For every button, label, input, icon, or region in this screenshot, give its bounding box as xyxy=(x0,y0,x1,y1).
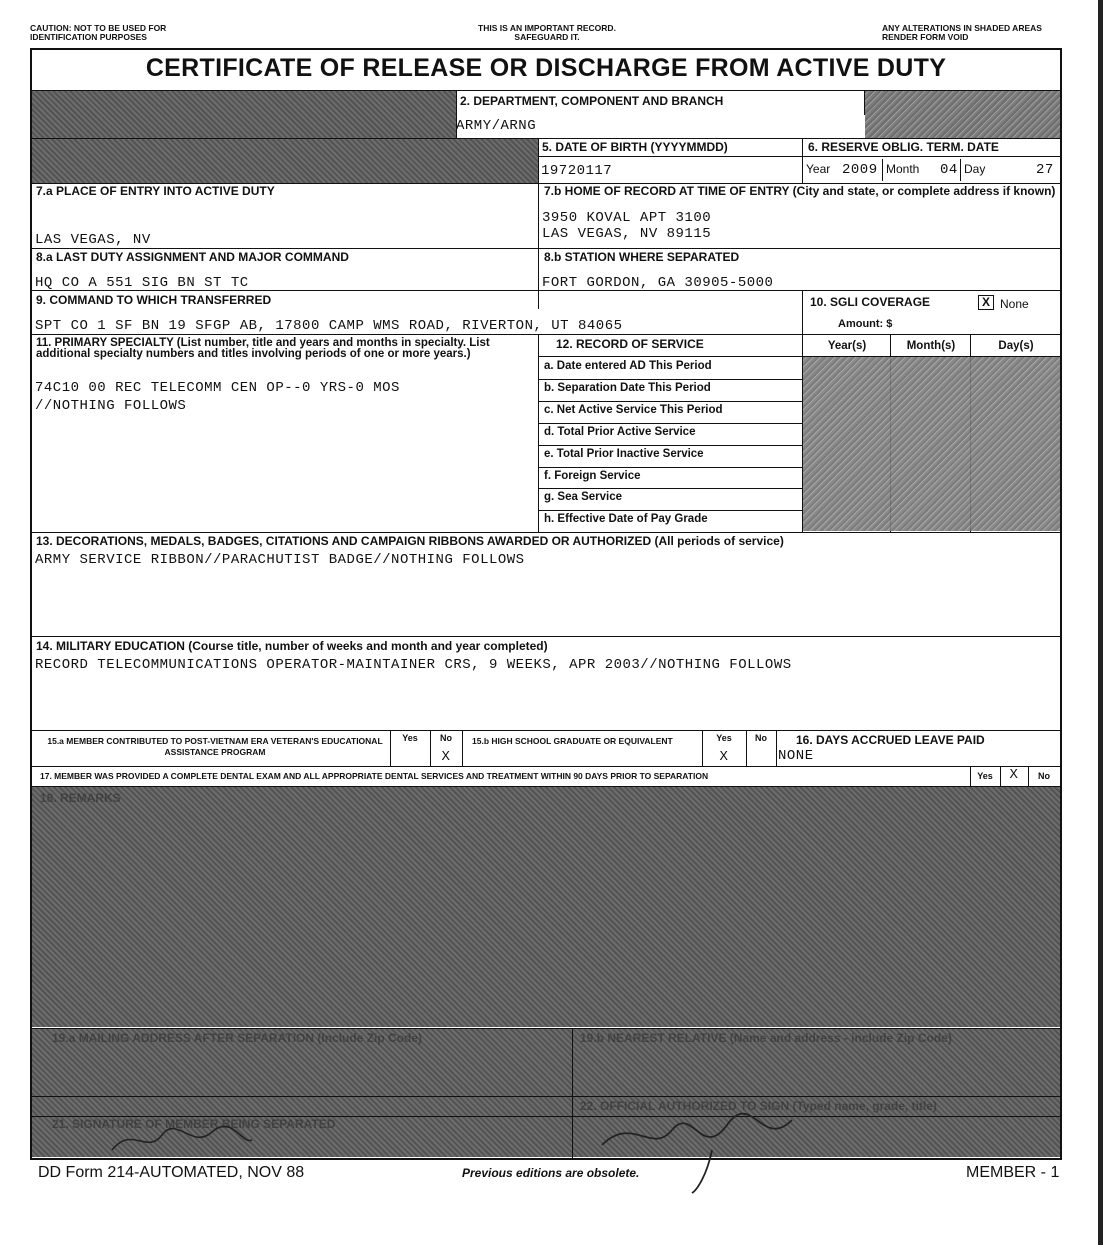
block12-row-divider xyxy=(538,379,802,380)
block15b-no-label: No xyxy=(755,733,767,743)
block17-yes-mark[interactable]: X xyxy=(1009,767,1019,783)
block2-value: ARMY/ARNG xyxy=(456,118,537,134)
block17-yes-label: Yes xyxy=(977,771,993,781)
block11-line1: 74C10 00 REC TELECOMM CEN OP--0 YRS-0 MOS xyxy=(35,380,400,396)
block15a-yes-label: Yes xyxy=(402,733,418,743)
alterations-notice: ANY ALTERATIONS IN SHADED AREAS RENDER FORM VOID xyxy=(882,23,1042,42)
block6-day-label: Day xyxy=(964,162,986,176)
block12-row-label: d. Total Prior Active Service xyxy=(544,425,696,438)
block10-none-checkbox[interactable]: X xyxy=(978,295,994,310)
block6-year-label: Year xyxy=(806,162,831,176)
block19a-label: 19.a MAILING ADDRESS AFTER SEPARATION (Include Zip Code) xyxy=(52,1031,423,1045)
block9-label: 9. COMMAND TO WHICH TRANSFERRED xyxy=(36,293,272,307)
block6-label: 6. RESERVE OBLIG. TERM. DATE xyxy=(808,140,999,154)
obsolete-notice: Previous editions are obsolete. xyxy=(462,1166,640,1180)
block15b-yes-mark[interactable]: X xyxy=(719,749,729,765)
block12-row-divider xyxy=(538,488,802,489)
block22-label: 22. OFFICIAL AUTHORIZED TO SIGN (Typed name, grade, title) xyxy=(580,1099,937,1113)
block18-remarks-shaded xyxy=(32,787,1060,1027)
form-title: CERTIFICATE OF RELEASE OR DISCHARGE FROM ACTIVE DUTY xyxy=(145,54,947,82)
block12-col-months: Month(s) xyxy=(906,340,956,352)
block1-name-shaded xyxy=(32,91,456,139)
block12-row-divider xyxy=(538,423,802,424)
block10-amount-label: Amount: $ xyxy=(838,318,893,330)
block14-value: RECORD TELECOMMUNICATIONS OPERATOR-MAINTAINER CRS, 9 WEEKS, APR 2003//NOTHING FOLLOWS xyxy=(35,657,792,673)
block12-row-divider xyxy=(538,510,802,511)
block12-row-divider xyxy=(538,401,802,402)
block7a-label: 7.a PLACE OF ENTRY INTO ACTIVE DUTY xyxy=(36,184,275,198)
block15b-yes-label: Yes xyxy=(716,733,732,743)
block8b-value: FORT GORDON, GA 30905-5000 xyxy=(542,275,774,291)
block12-row-label: b. Separation Date This Period xyxy=(544,381,711,394)
block15a-no-mark[interactable]: X xyxy=(441,749,451,765)
block16-value: NONE xyxy=(778,748,814,764)
block12-row-label: h. Effective Date of Pay Grade xyxy=(544,513,708,526)
block19b-label: 19.b NEAREST RELATIVE (Name and address - include Zip Code) xyxy=(580,1031,952,1045)
block8a-label: 8.a LAST DUTY ASSIGNMENT AND MAJOR COMMAND xyxy=(36,250,349,264)
block12-row-divider xyxy=(538,467,802,468)
block5-label: 5. DATE OF BIRTH (YYYYMMDD) xyxy=(542,140,728,154)
scan-edge xyxy=(1098,0,1103,1245)
dd214-form xyxy=(30,48,1062,1160)
block17-label: 17. MEMBER WAS PROVIDED A COMPLETE DENTAL EXAM AND ALL APPROPRIATE DENTAL SERVICES AND TREATMENT WITHIN 90 DAYS PRIOR TO SEPARATION xyxy=(40,771,709,781)
block12-row-label: g. Sea Service xyxy=(544,491,622,504)
form-identifier: DD Form 214-AUTOMATED, NOV 88 xyxy=(38,1164,305,1181)
block3-ssn-shaded xyxy=(865,91,1060,139)
caution-notice: CAUTION: NOT TO BE USED FOR IDENTIFICATION PURPOSES xyxy=(30,23,167,42)
block5-value: 19720117 xyxy=(541,163,613,179)
block11-label: 11. PRIMARY SPECIALTY (List number, title and years and months in specialty. List additional specialty numbers and titles involving periods of one or more years.) xyxy=(36,337,490,360)
block6-month-label: Month xyxy=(886,162,920,176)
block13-label: 13. DECORATIONS, MEDALS, BADGES, CITATIONS AND CAMPAIGN RIBBONS AWARDED OR AUTHORIZED (All periods of service) xyxy=(36,534,784,548)
block12-col-days: Day(s) xyxy=(998,340,1034,352)
block18-label: 18. REMARKS xyxy=(40,791,121,805)
block8a-value: HQ CO A 551 SIG BN ST TC xyxy=(35,275,249,291)
block10-label: 10. SGLI COVERAGE xyxy=(810,295,931,309)
block12-row-label: f. Foreign Service xyxy=(544,469,641,482)
block16-label: 16. DAYS ACCRUED LEAVE PAID xyxy=(796,733,985,747)
block8b-label: 8.b STATION WHERE SEPARATED xyxy=(544,250,740,264)
block12-row-label: a. Date entered AD This Period xyxy=(544,360,712,372)
block15a-no-label: No xyxy=(440,733,452,743)
block11-line2: //NOTHING FOLLOWS xyxy=(35,398,187,414)
official-signature xyxy=(592,1105,832,1195)
block12-row-divider xyxy=(538,445,802,446)
copy-designation: MEMBER - 1 xyxy=(966,1164,1060,1181)
block17-no-label: No xyxy=(1038,771,1050,781)
block12-col-years: Year(s) xyxy=(827,340,867,352)
important-record-notice: THIS IS AN IMPORTANT RECORD. SAFEGUARD IT. xyxy=(478,23,616,42)
block7a-value: LAS VEGAS, NV xyxy=(35,232,151,248)
block12-values-shaded xyxy=(803,357,1060,531)
block13-value: ARMY SERVICE RIBBON//PARACHUTIST BADGE//NOTHING FOLLOWS xyxy=(35,552,525,568)
block15b-label: 15.b HIGH SCHOOL GRADUATE OR EQUIVALENT xyxy=(472,736,673,746)
member-signature xyxy=(102,1120,262,1160)
block15a-label: 15.a MEMBER CONTRIBUTED TO POST-VIETNAM ERA VETERAN'S EDUCATIONAL ASSISTANCE PROGRAM xyxy=(47,736,383,757)
block7b-line1: 3950 KOVAL APT 3100 xyxy=(542,210,712,226)
block6-year: 2009 xyxy=(842,162,878,178)
block7b-line2: LAS VEGAS, NV 89115 xyxy=(542,226,712,242)
block6-month: 04 xyxy=(940,162,958,178)
block10-none-label: None xyxy=(1000,297,1029,311)
block12-label: 12. RECORD OF SERVICE xyxy=(556,337,704,351)
block14-label: 14. MILITARY EDUCATION (Course title, number of weeks and month and year completed) xyxy=(36,639,548,653)
block2-label: 2. DEPARTMENT, COMPONENT AND BRANCH xyxy=(460,94,724,108)
block4-grade-shaded xyxy=(32,139,538,183)
block21-label: 21. SIGNATURE OF MEMBER BEING SEPARATED xyxy=(52,1117,336,1131)
block12-row-label: e. Total Prior Inactive Service xyxy=(544,447,704,460)
block9-value: SPT CO 1 SF BN 19 SFGP AB, 17800 CAMP WMS ROAD, RIVERTON, UT 84065 xyxy=(35,318,623,334)
block12-row-label: c. Net Active Service This Period xyxy=(544,403,723,416)
block6-date xyxy=(804,159,1060,181)
block7b-label: 7.b HOME OF RECORD AT TIME OF ENTRY (City and state, or complete address if known) xyxy=(544,184,1056,198)
block6-day: 27 xyxy=(1036,162,1054,178)
